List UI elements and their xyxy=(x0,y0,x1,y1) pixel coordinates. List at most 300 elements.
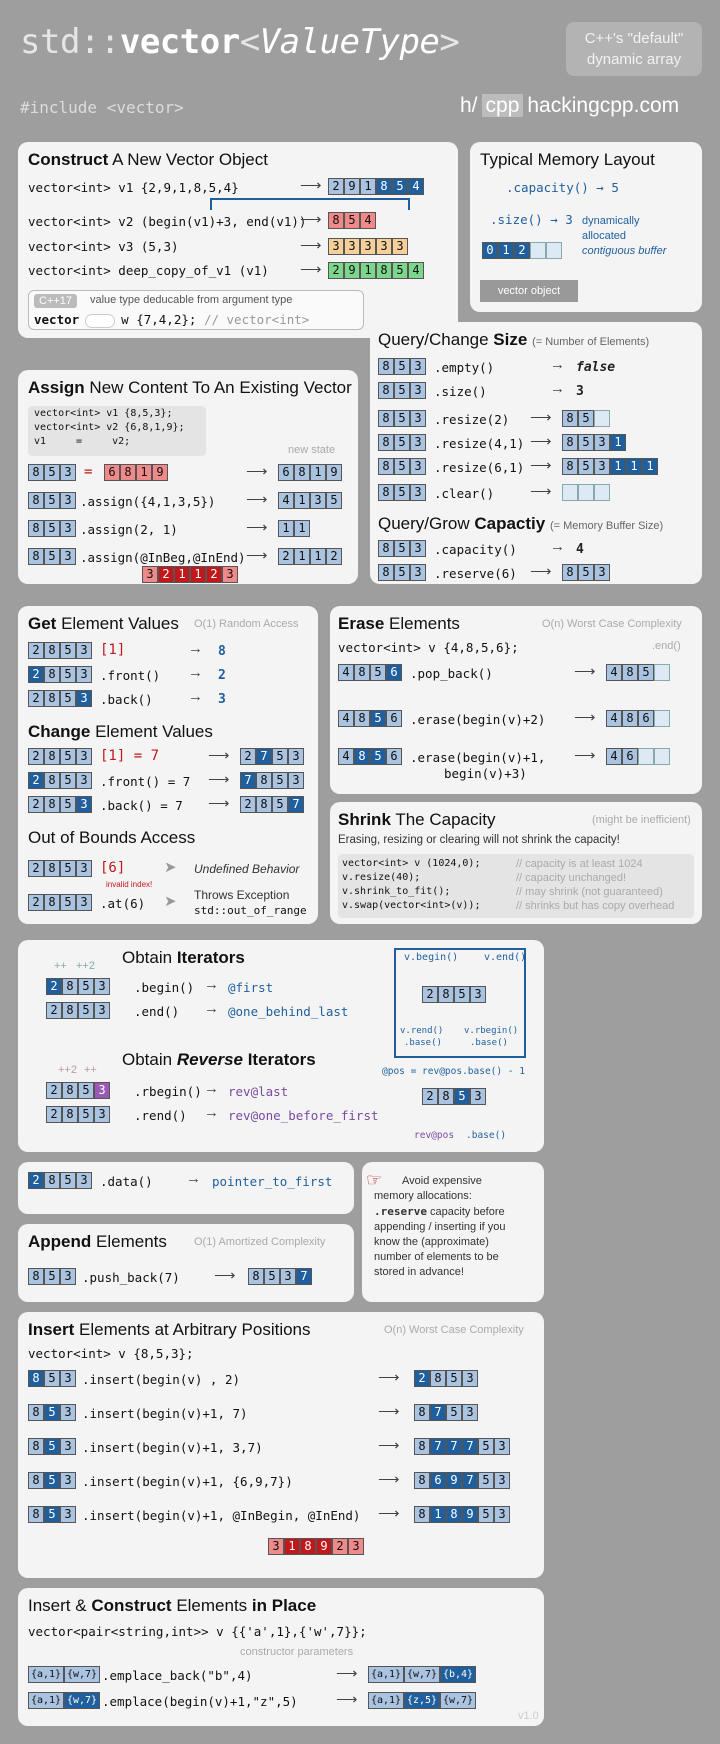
vector-cell: 5 xyxy=(454,986,470,1003)
vector-cells xyxy=(28,894,92,911)
vector-cells xyxy=(28,690,92,707)
vector-cell: 8 xyxy=(28,492,44,509)
vector-cells xyxy=(606,664,670,681)
vector-cell: 8 xyxy=(622,664,638,681)
vector-cell: 7 xyxy=(462,1438,478,1455)
vector-cells xyxy=(378,458,426,475)
vector-cell: 6 xyxy=(278,464,294,481)
vector-cells xyxy=(46,1002,110,1019)
vector-cell: 8 xyxy=(120,464,136,481)
vector-cell: 8 xyxy=(328,212,344,229)
construct-line-1: vector<int> v1 {2,9,1,8,5,4} xyxy=(28,180,239,195)
vector-cell xyxy=(578,484,594,501)
vector-cell: 4 xyxy=(278,492,294,509)
vector-cell: 5 xyxy=(60,666,76,683)
vector-cell: 3 xyxy=(494,1472,510,1489)
vector-cell: 8 xyxy=(28,1438,44,1455)
vector-cell: 8 xyxy=(430,1370,446,1387)
construct-line-4: vector<int> deep_copy_of_v1 (v1) xyxy=(28,263,269,278)
vector-cell: {a,1} xyxy=(28,1692,64,1709)
include-directive: #include <vector> xyxy=(20,98,184,117)
vector-cells xyxy=(28,796,92,813)
vector-cell: 3 xyxy=(60,520,76,537)
vector-cell: 8 xyxy=(28,1404,44,1421)
vector-cell: 5 xyxy=(78,978,94,995)
iterators-panel: Obtain Iterators ++ ++2 2 8 5 3 2 8 5 3 .begin() .end() → → @first @one_behind_last Obtain Reverse Iterators ++2 ++ 2 8 5 3 2 8 5 3 .rbegin() .rend() → → rev@last rev@one_before_first v.begin() v.end() 2 8 5 3 v.rend() v.rbegin() .base() .base() @pos = rev@pos.base() - 1 2 8 5 3 rev@pos .base() xyxy=(18,940,544,1152)
vector-cell: 5 xyxy=(44,464,60,481)
vector-cell: {w,7} xyxy=(440,1692,476,1709)
vector-cell: 4 xyxy=(338,710,354,727)
assign-out-2 xyxy=(278,492,342,509)
vector-cells xyxy=(338,748,402,765)
tagline-badge: C++'s "default" dynamic array xyxy=(566,22,702,76)
assign-code-4: .assign(@InBeg,@InEnd) xyxy=(80,550,246,565)
assign-out-3 xyxy=(278,520,310,537)
vector-cell: 5 xyxy=(394,382,410,399)
assign-panel: Assign New Content To An Existing Vector vector<int> v1 {8,5,3}; vector<int> v2 {6,8,1,9}; v1 = v2; new state 8 5 3 = 6 8 1 9 8 5 3 8 5 3 8 5 3 .assign({4,1,3,5}) .assign(2, 1) .assign(@InBeg,@InEnd) ⟶ ⟶ ⟶ ⟶ 6 8 1 9 4 1 3 5 1 1 2 1 1 2 3 2 1 1 2 3 xyxy=(18,370,358,584)
v2-cells xyxy=(328,212,376,229)
vector-cell: 8 xyxy=(378,434,394,451)
vector-cell: 3 xyxy=(410,434,426,451)
vector-cell: 3 xyxy=(494,1438,510,1455)
vector-cell: 2 xyxy=(328,262,344,279)
vector-cell: 3 xyxy=(360,238,376,255)
v1-cells xyxy=(328,178,424,195)
vector-cells xyxy=(378,358,426,375)
vector-cells xyxy=(28,860,92,877)
vector-cells xyxy=(28,1666,100,1683)
vector-cell: 3 xyxy=(76,642,92,659)
vector-cell: 1 xyxy=(360,178,376,195)
vector-cell: 3 xyxy=(594,458,610,475)
vector-cell: 3 xyxy=(60,1506,76,1523)
vector-cell: 8 xyxy=(28,464,44,481)
size-label: .size() → 3 xyxy=(490,212,573,227)
cpp17-badge: C++17 xyxy=(34,294,77,308)
vector-cell: 3 xyxy=(462,1370,478,1387)
vector-cell: 1 xyxy=(310,464,326,481)
vector-cell: 5 xyxy=(44,1506,60,1523)
vector-cell: 7 xyxy=(240,772,256,789)
vector-cell: 5 xyxy=(394,458,410,475)
vector-cell: 5 xyxy=(478,1472,494,1489)
vector-cell: 8 xyxy=(378,358,394,375)
vector-cell: 2 xyxy=(422,1088,438,1105)
vector-cell: 5 xyxy=(60,690,76,707)
vector-cell: 3 xyxy=(470,1088,486,1105)
vector-cell: 3 xyxy=(76,894,92,911)
vector-cell: 8 xyxy=(44,748,60,765)
vector-cell: 5 xyxy=(638,664,654,681)
vector-cell: 3 xyxy=(222,566,238,583)
vector-cell: 8 xyxy=(562,564,578,581)
vector-cell: 3 xyxy=(348,1538,364,1555)
assign-range-cells xyxy=(142,566,238,583)
vector-cell: 8 xyxy=(354,664,370,681)
vector-cell: 2 xyxy=(28,860,44,877)
vector-cell: 3 xyxy=(60,492,76,509)
vector-cell: 5 xyxy=(60,642,76,659)
vector-cell: 8 xyxy=(354,710,370,727)
vector-cell: 5 xyxy=(272,796,288,813)
vector-cell: 8 xyxy=(378,458,394,475)
vector-cell: 1 xyxy=(174,566,190,583)
vector-cell: 1 xyxy=(190,566,206,583)
assign-title: Assign New Content To An Existing Vector xyxy=(28,378,352,397)
vector-cell: 3 xyxy=(76,1172,92,1189)
vector-cell: 2 xyxy=(278,548,294,565)
vector-cells xyxy=(414,1404,478,1421)
vector-cell: 2 xyxy=(240,748,256,765)
vector-cell: 4 xyxy=(360,212,376,229)
vector-cell: 1 xyxy=(642,458,658,475)
vector-cell: 3 xyxy=(344,238,360,255)
vector-cell: 2 xyxy=(326,548,342,565)
vector-cells xyxy=(562,410,610,427)
vector-cells xyxy=(28,1692,100,1709)
vector-cell: 2 xyxy=(28,666,44,683)
vector-cell: 3 xyxy=(94,978,110,995)
vector-cells xyxy=(378,382,426,399)
vector-cell: 5 xyxy=(394,484,410,501)
get-panel: Get Element Values O(1) Random Access 2 8 5 3 2 8 5 3 2 8 5 3 [1] .front() .back() → → → 8 2 3 Change Element Values 2 8 5 3 2 8 5 3 2 8 5 3 [1] = 7 .front() = 7 .back() = 7 ⟶ ⟶ ⟶ 2 7 5 3 7 8 5 3 2 8 5 7 Out of Bounds Access 2 8 5 3 2 8 5 3 [6] invalid index! .at(6) ➤ ➤ Undefined Behavior Throws Exception std::out_of_range xyxy=(18,606,318,924)
vector-cell: 2 xyxy=(422,986,438,1003)
vector-cell: 2 xyxy=(158,566,174,583)
vector-cell: 2 xyxy=(206,566,222,583)
assign-base-4 xyxy=(28,548,76,565)
vector-cell: 3 xyxy=(392,238,408,255)
construct-title: Construct A New Vector Object xyxy=(28,150,268,169)
vector-cell: 3 xyxy=(142,566,158,583)
vector-cell: 9 xyxy=(344,178,360,195)
vector-cell: 8 xyxy=(562,458,578,475)
vector-cells xyxy=(240,796,304,813)
vector-cells xyxy=(378,540,426,557)
vector-cell: 6 xyxy=(622,748,638,765)
vector-cell: 8 xyxy=(438,986,454,1003)
vector-cell: {w,7} xyxy=(404,1666,440,1683)
assign-base-1 xyxy=(28,464,76,481)
vector-cell: 4 xyxy=(408,178,424,195)
vector-cell: 8 xyxy=(62,1082,78,1099)
vector-cells xyxy=(28,666,92,683)
vector-cell: 3 xyxy=(462,1404,478,1421)
vector-cell: 3 xyxy=(328,238,344,255)
vector-cell: 8 xyxy=(294,464,310,481)
vector-cell xyxy=(530,242,546,259)
vector-cell: 3 xyxy=(410,564,426,581)
vector-cell: 3 xyxy=(310,492,326,509)
vector-cells xyxy=(414,1370,478,1387)
vector-cell: 4 xyxy=(606,710,622,727)
vector-cells xyxy=(606,748,670,765)
vector-cell: 7 xyxy=(446,1438,462,1455)
vector-cell: 8 xyxy=(378,410,394,427)
vector-cells xyxy=(248,1268,312,1285)
vector-cell: 6 xyxy=(386,748,402,765)
vector-cell: 2 xyxy=(28,796,44,813)
vector-cell: 3 xyxy=(376,238,392,255)
vector-cells xyxy=(414,1506,510,1523)
vector-cell xyxy=(594,484,610,501)
buffer-cells xyxy=(482,242,562,259)
vector-cells xyxy=(562,564,610,581)
vector-cell: 2 xyxy=(46,1106,62,1123)
vector-cell: 4 xyxy=(606,748,622,765)
vector-cell: 5 xyxy=(454,1088,470,1105)
vector-cell: 6 xyxy=(104,464,120,481)
vector-cell: 5 xyxy=(394,564,410,581)
copy-cells xyxy=(328,262,424,279)
vector-cell: 1 xyxy=(136,464,152,481)
assign-out-1 xyxy=(278,464,342,481)
vector-cells xyxy=(240,772,304,789)
vector-cells xyxy=(28,748,92,765)
hand-pointer-icon: ☞ xyxy=(366,1170,383,1190)
vector-cell: {a,1} xyxy=(28,1666,64,1683)
vector-cell: 2 xyxy=(28,772,44,789)
capacity-title: Query/Grow Capactiy (= Memory Buffer Size) xyxy=(378,514,664,533)
vector-cells xyxy=(422,1088,486,1105)
vector-cell: 1 xyxy=(610,458,626,475)
vector-cell: 7 xyxy=(430,1438,446,1455)
vector-cell: 8 xyxy=(248,1268,264,1285)
vector-cell: 3 xyxy=(470,986,486,1003)
vector-cell: 7 xyxy=(462,1472,478,1489)
vector-cell: 6 xyxy=(386,710,402,727)
vector-cell: 2 xyxy=(414,1370,430,1387)
vector-cell: 5 xyxy=(44,1268,60,1285)
vector-cell: {b,4} xyxy=(440,1666,476,1683)
vector-cell: 8 xyxy=(44,642,60,659)
vector-cell: 8 xyxy=(28,1268,44,1285)
deduce-note: value type deducable from argument type xyxy=(90,294,293,306)
vector-cell: 3 xyxy=(410,410,426,427)
vector-cells xyxy=(46,1106,110,1123)
vector-cell: 2 xyxy=(28,642,44,659)
assign-src-1 xyxy=(104,464,168,481)
vector-cell: 3 xyxy=(594,564,610,581)
vector-cell: 1 xyxy=(284,1538,300,1555)
vector-cell: 5 xyxy=(264,1268,280,1285)
vector-cell: 2 xyxy=(28,690,44,707)
range-bracket xyxy=(210,198,410,210)
append-panel: Append Elements O(1) Amortized Complexity 8 5 3 .push_back(7) ⟶ 8 5 3 7 xyxy=(18,1224,354,1302)
query-title: Query/Change Size (= Number of Elements) xyxy=(378,330,650,349)
vector-cell: 8 xyxy=(62,1002,78,1019)
vector-cell: 9 xyxy=(152,464,168,481)
vector-cells xyxy=(562,458,658,475)
vector-cell: 8 xyxy=(414,1438,430,1455)
vector-cell: 8 xyxy=(256,796,272,813)
assign-base-2 xyxy=(28,492,76,509)
vector-cell: 5 xyxy=(272,748,288,765)
vector-cell: 8 xyxy=(376,178,392,195)
construct-line-3: vector<int> v3 (5,3) xyxy=(28,239,179,254)
vector-cell: 5 xyxy=(578,434,594,451)
vector-cell: 3 xyxy=(410,540,426,557)
vector-cells xyxy=(28,1438,76,1455)
vector-cells xyxy=(378,564,426,581)
vector-cell: 8 xyxy=(438,1088,454,1105)
vector-cell: 3 xyxy=(410,382,426,399)
vector-cells xyxy=(46,1082,110,1099)
vector-cells xyxy=(378,484,426,501)
vector-cells xyxy=(338,710,402,727)
vector-cell: 7 xyxy=(296,1268,312,1285)
vector-cell: 2 xyxy=(46,1002,62,1019)
vector-cell: 2 xyxy=(332,1538,348,1555)
vector-cell: 5 xyxy=(446,1370,462,1387)
vector-cells xyxy=(562,434,626,451)
vector-cell: 1 xyxy=(294,548,310,565)
vector-cells xyxy=(28,1404,76,1421)
vector-cell: 9 xyxy=(344,262,360,279)
vector-cell: 5 xyxy=(44,492,60,509)
vector-cell: 5 xyxy=(578,458,594,475)
vector-cell: 5 xyxy=(78,1002,94,1019)
vector-cell: 8 xyxy=(378,484,394,501)
vector-cell: 1 xyxy=(294,492,310,509)
query-panel: Query/Change Size (= Number of Elements) 8 5 3 8 5 3 8 5 3 8 5 3 8 5 3 8 5 3 .empty() .size() .resize(2) .resize(4,1) .resize(6,1) .clear() → → ⟶ ⟶ ⟶ ⟶ false 3 8 5 8 5 3 1 8 5 3 1 1 1 Query/Grow Capactiy (= Memory Buffer Size) 8 5 3 8 5 3 .capacity() .reserve(6) → ⟶ 4 8 5 3 xyxy=(370,322,702,584)
vector-cell: 5 xyxy=(60,748,76,765)
vector-cell: 5 xyxy=(392,178,408,195)
vector-cell: 3 xyxy=(60,464,76,481)
vector-cells xyxy=(28,1370,76,1387)
vector-cell: 5 xyxy=(78,1082,94,1099)
vector-cell: 3 xyxy=(60,1370,76,1387)
vector-cell: 8 xyxy=(28,548,44,565)
vector-cells xyxy=(28,642,92,659)
vector-cells xyxy=(268,1538,364,1555)
vector-cell: 5 xyxy=(394,410,410,427)
vector-cell xyxy=(654,748,670,765)
vector-cell: 3 xyxy=(594,434,610,451)
vector-cells xyxy=(28,1172,92,1189)
vector-cell: 3 xyxy=(76,666,92,683)
vector-cell xyxy=(654,710,670,727)
vector-cell: 5 xyxy=(60,1172,76,1189)
vector-cell: 8 xyxy=(62,978,78,995)
vector-cell: 2 xyxy=(46,1082,62,1099)
vector-cell: 3 xyxy=(76,690,92,707)
vector-cells xyxy=(46,978,110,995)
vector-cell xyxy=(594,410,610,427)
vector-cell: 6 xyxy=(638,710,654,727)
vector-cell: 4 xyxy=(606,664,622,681)
vector-cell: 1 xyxy=(430,1506,446,1523)
vector-cells xyxy=(28,1472,76,1489)
vector-cell: 8 xyxy=(414,1506,430,1523)
vector-cell: 3 xyxy=(94,1002,110,1019)
vector-cell: 8 xyxy=(44,894,60,911)
vector-cell: 8 xyxy=(62,1106,78,1123)
vector-cell: 3 xyxy=(60,1472,76,1489)
vector-cell: 3 xyxy=(288,772,304,789)
vector-cell xyxy=(562,484,578,501)
vector-cell: 8 xyxy=(256,772,272,789)
vector-cell: 5 xyxy=(44,1404,60,1421)
vector-cell: 5 xyxy=(478,1506,494,1523)
vector-cell: 3 xyxy=(94,1082,110,1099)
vector-cell: 7 xyxy=(288,796,304,813)
vector-cell: 5 xyxy=(394,358,410,375)
insert-panel: Insert Elements at Arbitrary Positions O(n) Worst Case Complexity vector<int> v {8,5,3}; 8 5 3 8 5 3 8 5 3 8 5 3 8 5 3 .insert(begin(v) , 2) .insert(begin(v)+1, 7) .insert(begin(v)+1, 3,7) .insert(begin(v)+1, {6,9,7}) .insert(begin(v)+1, @InBegin, @InEnd) ⟶ ⟶ ⟶ ⟶ ⟶ 2 8 5 3 8 7 5 3 8 7 7 7 5 3 8 6 9 7 5 3 8 1 8 9 5 3 3 1 8 9 2 3 xyxy=(18,1312,544,1578)
vector-cell: 2 xyxy=(46,978,62,995)
vector-cell: 1 xyxy=(626,458,642,475)
vector-cell: 8 xyxy=(622,710,638,727)
vector-cells xyxy=(414,1438,510,1455)
vector-cells xyxy=(338,664,402,681)
vector-cell: 3 xyxy=(94,1106,110,1123)
vector-cell: 2 xyxy=(240,796,256,813)
vector-cell: 5 xyxy=(60,796,76,813)
vector-cells xyxy=(28,772,92,789)
vector-cell: 5 xyxy=(326,492,342,509)
vector-cell: 1 xyxy=(310,548,326,565)
vector-cell: 8 xyxy=(446,1506,462,1523)
vector-cells xyxy=(562,484,610,501)
vector-cell: 5 xyxy=(44,1438,60,1455)
vector-cell: 8 xyxy=(562,410,578,427)
vector-cells xyxy=(414,1472,510,1489)
vector-cell: 3 xyxy=(60,1404,76,1421)
vector-cell: 9 xyxy=(326,464,342,481)
vector-cell: 8 xyxy=(28,1370,44,1387)
vector-cell: 1 xyxy=(278,520,294,537)
vector-cell: 8 xyxy=(44,1172,60,1189)
vector-cell: 8 xyxy=(28,520,44,537)
vector-cell: 5 xyxy=(370,664,386,681)
vector-cell: 8 xyxy=(44,860,60,877)
tip-panel: ☞ Avoid expensive memory allocations: .reserve capacity before appending / inserting if you know the (approximate) number of elements to be stored in advance! xyxy=(362,1162,544,1302)
vector-cell: 5 xyxy=(578,410,594,427)
vector-cell: 8 xyxy=(300,1538,316,1555)
vector-cells xyxy=(240,748,304,765)
vector-cell: 9 xyxy=(462,1506,478,1523)
vector-cell: 8 xyxy=(44,772,60,789)
vector-cell xyxy=(546,242,562,259)
vector-cell: 3 xyxy=(60,1268,76,1285)
vector-cell: 3 xyxy=(268,1538,284,1555)
vector-cell: 1 xyxy=(610,434,626,451)
vector-object: vector object xyxy=(480,280,578,302)
vector-cell: 5 xyxy=(370,710,386,727)
construct-panel: Construct A New Vector Object vector<int> v1 {2,9,1,8,5,4} vector<int> v2 (begin(v1)+3, end(v1)) vector<int> v3 (5,3) vector<int> deep_copy_of_v1 (v1) ⟶ ⟶ ⟶ ⟶ 2 9 1 8 5 4 8 5 4 3 3 3 3 3 2 9 1 8 5 4 C++17 value type deducable from argument type vector w {7,4,2}; // vector<int> xyxy=(18,142,458,338)
vector-cell: 5 xyxy=(78,1106,94,1123)
vector-cell: 3 xyxy=(494,1506,510,1523)
data-panel: 2 8 5 3 .data() → pointer_to_first xyxy=(18,1162,354,1214)
vector-cell: {w,7} xyxy=(64,1666,100,1683)
vector-cell: 7 xyxy=(256,748,272,765)
vector-cell: 2 xyxy=(28,894,44,911)
vector-cell: 9 xyxy=(316,1538,332,1555)
vector-cell: 3 xyxy=(60,548,76,565)
vector-cell: 8 xyxy=(378,382,394,399)
assign-out-4 xyxy=(278,548,342,565)
vector-cell: 5 xyxy=(60,772,76,789)
emplace-panel: Insert & Construct Elements in Place vector<pair<string,int>> v {{'a',1},{'w',7}}; constructor parameters {a,1} {w,7} {a,1} {w,7} .emplace_back("b",4) .emplace(begin(v)+1,"z",5) ⟶ ⟶ {a,1} {w,7} {b,4} {a,1} {z,5} {w,7} v1.0 xyxy=(18,1588,544,1726)
vector-cell: 3 xyxy=(280,1268,296,1285)
vector-cells xyxy=(422,986,486,1003)
vector-cells xyxy=(368,1666,476,1683)
vector-cell: 8 xyxy=(562,434,578,451)
vector-cell xyxy=(638,748,654,765)
site-logo: h/ cpp hackingcpp.com xyxy=(460,94,680,117)
assign-base-3 xyxy=(28,520,76,537)
vector-cells xyxy=(28,1506,76,1523)
vector-cell: 5 xyxy=(44,1472,60,1489)
